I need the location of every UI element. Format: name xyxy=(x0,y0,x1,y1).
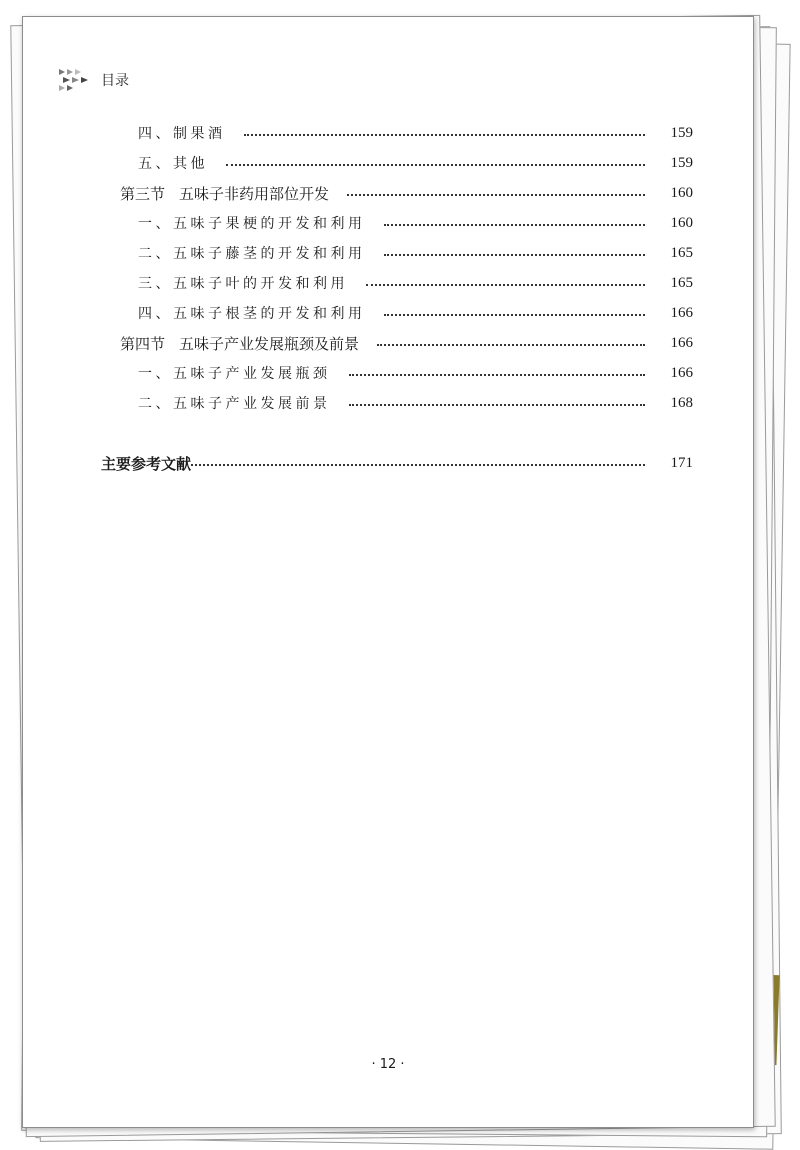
dot-leader xyxy=(244,134,646,136)
toc-entry[interactable] xyxy=(138,271,693,295)
dot-leader xyxy=(377,344,645,346)
toc-page-number: 171 xyxy=(670,454,693,471)
page-number-footer: · 12 · xyxy=(371,1057,405,1072)
toc-entry[interactable] xyxy=(138,121,693,145)
dot-leader xyxy=(366,284,645,286)
toc-page-number: 159 xyxy=(670,154,693,171)
toc-entry-label: 四、制果酒 xyxy=(138,126,226,142)
toc-page-number: 159 xyxy=(670,124,693,141)
toc-section-title: 五味子产业发展瓶颈及前景 xyxy=(179,334,360,353)
dot-leader xyxy=(384,254,646,256)
dot-leader xyxy=(349,374,646,376)
toc-page-number: 166 xyxy=(670,304,693,321)
toc-page-number: 166 xyxy=(670,364,693,381)
dot-leader xyxy=(384,314,646,316)
dot-leader xyxy=(191,464,645,466)
toc-entry[interactable] xyxy=(138,361,693,385)
dot-leader xyxy=(226,164,645,166)
toc-entry[interactable] xyxy=(138,301,693,325)
toc-entry-label: 二、五味子藤茎的开发和利用 xyxy=(138,246,366,262)
toc-section-title: 五味子非药用部位开发 xyxy=(179,184,330,203)
toc-page-number: 166 xyxy=(670,334,693,351)
toc-section-number: 第三节 xyxy=(120,184,166,203)
document-page xyxy=(22,16,754,1128)
toc-section-entry[interactable] xyxy=(120,181,693,205)
toc-page-number: 160 xyxy=(670,214,693,231)
toc-entry-label: 一、五味子产业发展瓶颈 xyxy=(138,366,331,382)
toc-entry[interactable] xyxy=(138,211,693,235)
toc-section-number: 第四节 xyxy=(120,334,166,353)
toc-page-number: 165 xyxy=(670,244,693,261)
toc-page-number: 165 xyxy=(670,274,693,291)
toc-entry-label: 四、五味子根茎的开发和利用 xyxy=(138,306,366,322)
toc-entry[interactable] xyxy=(138,241,693,265)
toc-entry-label: 五、其他 xyxy=(138,156,208,172)
dot-leader xyxy=(347,194,645,196)
toc-entry-label: 三、五味子叶的开发和利用 xyxy=(138,276,348,292)
toc-section-entry[interactable] xyxy=(120,331,693,355)
toc-page-number: 168 xyxy=(670,394,693,411)
table-of-contents xyxy=(23,17,753,1127)
header-title: 目录 xyxy=(101,73,129,89)
toc-entry-label: 二、五味子产业发展前景 xyxy=(138,396,331,412)
toc-chapter-label: 主要参考文献 xyxy=(101,454,192,473)
toc-section-label xyxy=(120,183,329,204)
toc-entry[interactable] xyxy=(138,391,693,415)
toc-entry-label: 一、五味子果梗的开发和利用 xyxy=(138,216,366,232)
dot-leader xyxy=(349,404,646,406)
toc-entry[interactable] xyxy=(138,151,693,175)
dot-leader xyxy=(384,224,646,226)
toc-page-number: 160 xyxy=(670,184,693,201)
toc-chapter-entry[interactable] xyxy=(101,451,693,475)
toc-section-label xyxy=(120,333,359,354)
